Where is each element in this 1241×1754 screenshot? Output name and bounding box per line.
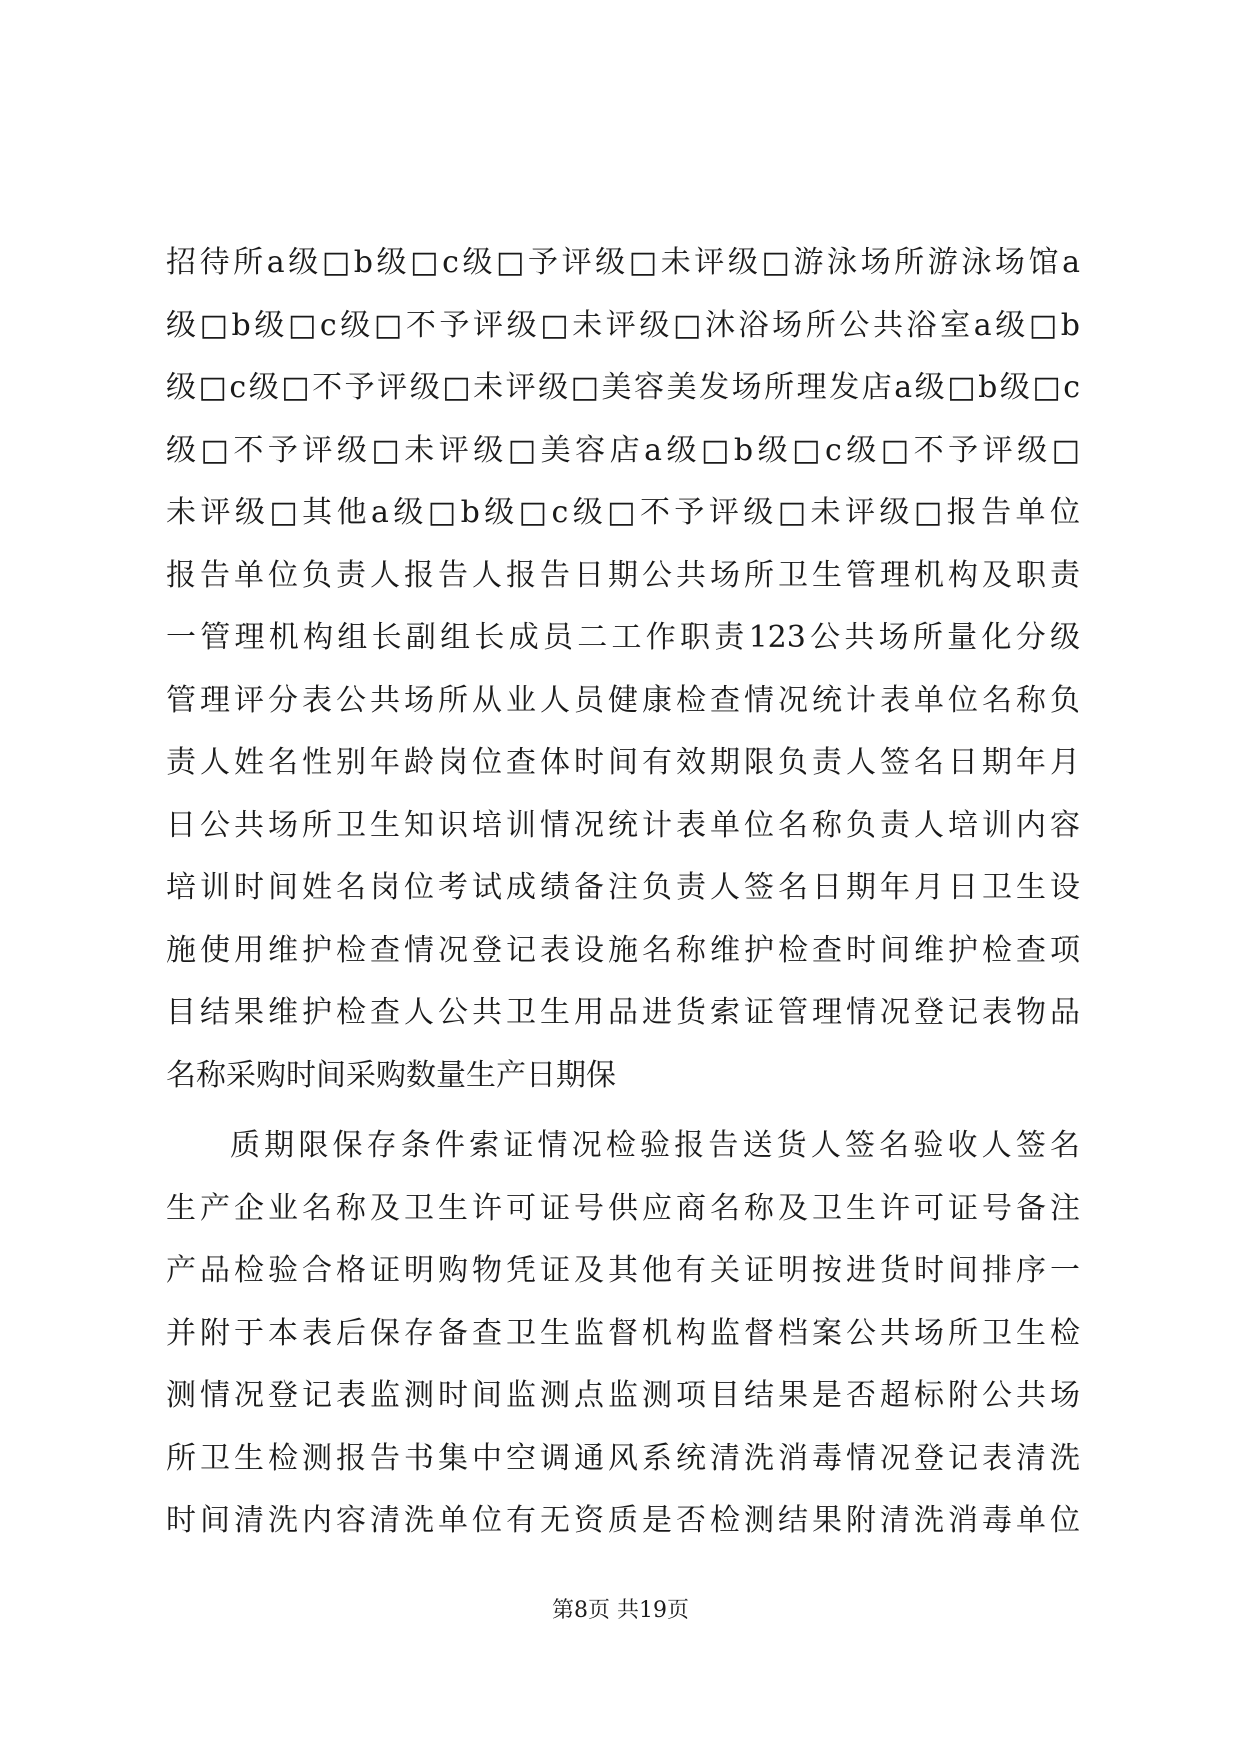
text-line: 所卫生检测报告书集中空调通风系统清洗消毒情况登记表清洗 [166, 1440, 1080, 1476]
page-number: 第8页 共19页 [552, 1598, 689, 1623]
paragraph-1 [166, 232, 1080, 1107]
text-line: 培训时间姓名岗位考试成绩备注负责人签名日期年月日卫生设 [166, 870, 1080, 905]
text-line: 测情况登记表监测时间监测点监测项目结果是否超标附公共场 [166, 1378, 1080, 1413]
text-line: 日公共场所卫生知识培训情况统计表单位名称负责人培训内容 [166, 807, 1080, 843]
text-line: 生产企业名称及卫生许可证号供应商名称及卫生许可证号备注 [166, 1190, 1080, 1226]
text-line: 级□c级□不予评级□未评级□美容美发场所理发店a级□b级□c [166, 370, 1080, 405]
text-line: 并附于本表后保存备查卫生监督机构监督档案公共场所卫生检 [166, 1315, 1080, 1351]
text-line: 管理评分表公共场所从业人员健康检查情况统计表单位名称负 [166, 682, 1080, 718]
text-line: 报告单位负责人报告人报告日期公共场所卫生管理机构及职责 [166, 557, 1080, 593]
text-line: 未评级□其他a级□b级□c级□不予评级□未评级□报告单位 [166, 495, 1080, 530]
text-line: 招待所a级□b级□c级□予评级□未评级□游泳场所游泳场馆a [166, 245, 1080, 280]
text-line: 责人姓名性别年龄岗位查体时间有效期限负责人签名日期年月 [166, 745, 1080, 780]
text-line: 施使用维护检查情况登记表设施名称维护检查时间维护检查项 [166, 932, 1080, 968]
text-line: 产品检验合格证明购物凭证及其他有关证明按进货时间排序一 [166, 1253, 1080, 1288]
page-footer [0, 1593, 1241, 1624]
text-line: 质期限保存条件索证情况检验报告送货人签名验收人签名 [230, 1128, 1080, 1163]
text-line: 目结果维护检查人公共卫生用品进货索证管理情况登记表物品 [166, 995, 1080, 1030]
text-line: 时间清洗内容清洗单位有无资质是否检测结果附清洗消毒单位 [166, 1503, 1080, 1538]
text-line: 一管理机构组长副组长成员二工作职责123公共场所量化分级 [166, 620, 1080, 655]
text-line: 名称采购时间采购数量生产日期保 [166, 1057, 616, 1093]
text-line: 级□不予评级□未评级□美容店a级□b级□c级□不予评级□ [166, 432, 1080, 468]
paragraph-2 [166, 1115, 1080, 1553]
document-body [166, 232, 1080, 1553]
text-line: 级□b级□c级□不予评级□未评级□沐浴场所公共浴室a级□b [166, 307, 1080, 343]
